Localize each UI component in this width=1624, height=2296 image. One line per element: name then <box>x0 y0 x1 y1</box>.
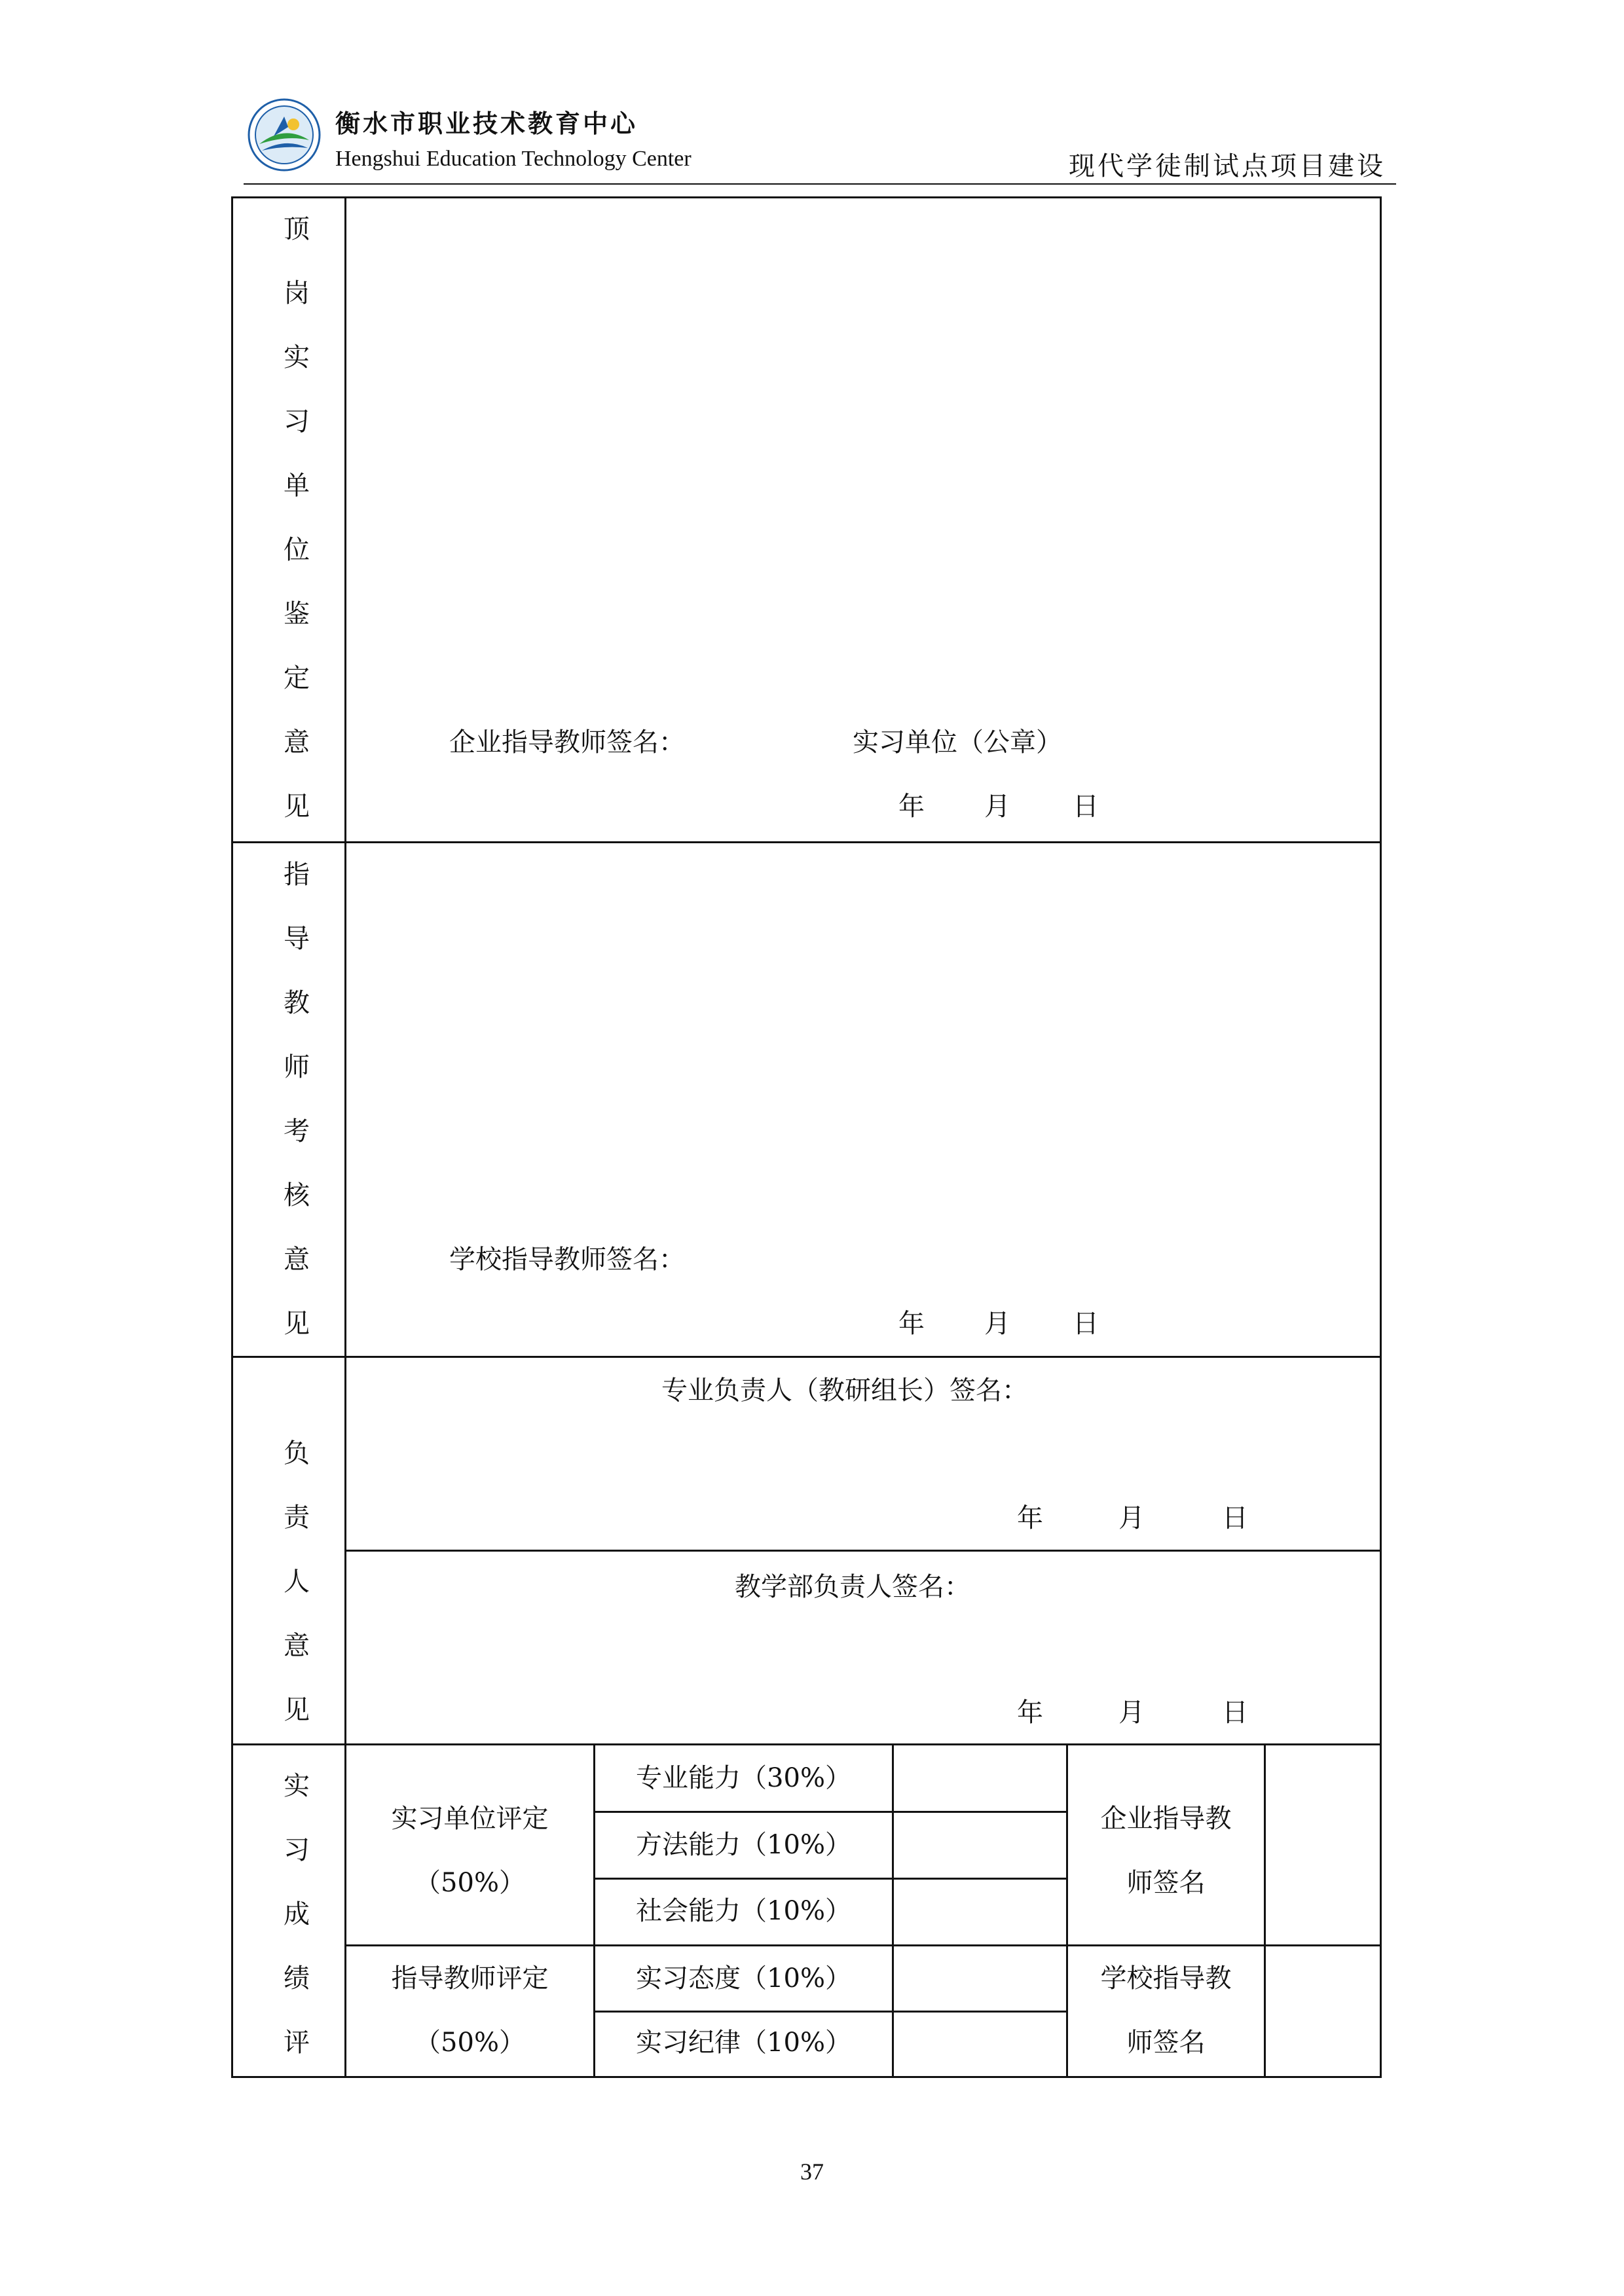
org-name-en: Hengshui Education Technology Center <box>335 147 692 171</box>
section1-label-char: 单 <box>284 471 310 501</box>
section2-label-char: 核 <box>284 1180 310 1211</box>
section1-label-char: 见 <box>284 792 310 822</box>
section3-row2-signer: 教学部负责人签名： <box>735 1572 970 1602</box>
group2-name-line2: （50%） <box>415 2028 525 2058</box>
grade-col-divider-3 <box>1066 1743 1068 2078</box>
section1-date-year: 年 <box>898 792 925 822</box>
section1-label-char: 定 <box>284 663 310 693</box>
section2-date-month: 月 <box>984 1309 1010 1339</box>
page-number: 37 <box>800 2159 824 2185</box>
group1-item: 社会能力（10%） <box>636 1896 851 1926</box>
section1-label-char: 顶 <box>284 214 310 244</box>
table-border-right <box>1380 196 1382 2078</box>
section3-row2-date-month: 月 <box>1118 1698 1145 1728</box>
row-divider-3-inner <box>344 1550 1382 1552</box>
section4-label-char: 习 <box>284 1835 310 1865</box>
row-divider-4 <box>231 1743 1382 1745</box>
grade-row-divider-b <box>593 1878 1067 1880</box>
section3-label-char: 人 <box>284 1567 310 1597</box>
grade-col-divider-4 <box>1264 1743 1266 2078</box>
section3-row1-date-month: 月 <box>1118 1503 1145 1533</box>
group2-sign-line2: 师签名 <box>1126 2028 1206 2058</box>
section3-label-char: 负 <box>284 1438 310 1468</box>
section3-label-char: 见 <box>284 1695 310 1725</box>
header-divider <box>244 183 1396 185</box>
section2-date-day: 日 <box>1073 1309 1099 1339</box>
section4-label-char: 绩 <box>284 1963 310 1994</box>
school-logo <box>248 98 321 172</box>
org-name-cn: 衡水市职业技术教育中心 <box>335 109 638 138</box>
row-divider-1 <box>231 841 1382 843</box>
section2-label-char: 师 <box>284 1052 310 1082</box>
group1-name-line2: （50%） <box>415 1868 525 1898</box>
section4-label-char: 实 <box>284 1771 310 1801</box>
section1-label-char: 鉴 <box>284 599 310 629</box>
group2-sign-line1: 学校指导教 <box>1100 1963 1232 1994</box>
grade-group-divider <box>344 1944 1382 1946</box>
group1-sign-line2: 师签名 <box>1126 1868 1206 1898</box>
section1-seal: 实习单位（公章） <box>853 727 1062 757</box>
table-border-bottom <box>231 2076 1382 2078</box>
section1-label-char: 位 <box>284 535 310 565</box>
group2-name-line1: 指导教师评定 <box>391 1963 549 1994</box>
section3-row1-date-year: 年 <box>1017 1503 1043 1533</box>
section1-label-char: 意 <box>284 727 310 757</box>
section3-row2-date-year: 年 <box>1017 1698 1043 1728</box>
group1-sign-line1: 企业指导教 <box>1100 1804 1232 1834</box>
group1-item: 专业能力（30%） <box>636 1763 851 1793</box>
section1-date-month: 月 <box>984 792 1010 822</box>
section3-row2-date-day: 日 <box>1222 1698 1248 1728</box>
section2-signer: 学校指导教师签名： <box>449 1245 685 1275</box>
group1-item: 方法能力（10%） <box>636 1830 851 1860</box>
group2-item: 实习纪律（10%） <box>636 2028 851 2058</box>
section2-label-char: 教 <box>284 988 310 1018</box>
group1-name-line1: 实习单位评定 <box>391 1804 549 1834</box>
row-divider-2 <box>231 1356 1382 1358</box>
section1-label-char: 习 <box>284 407 310 437</box>
section1-label-char: 岗 <box>284 278 310 308</box>
group2-item: 实习态度（10%） <box>636 1963 851 1994</box>
section3-label-char: 责 <box>284 1503 310 1533</box>
grade-row-divider-a <box>593 1811 1067 1813</box>
section4-label-char: 成 <box>284 1899 310 1929</box>
section2-label-char: 意 <box>284 1245 310 1275</box>
section1-label-char: 实 <box>284 342 310 373</box>
section2-date-year: 年 <box>898 1309 925 1339</box>
section1-date-day: 日 <box>1073 792 1099 822</box>
section2-label-char: 考 <box>284 1116 310 1146</box>
section3-label-char: 意 <box>284 1631 310 1661</box>
section3-row1-date-day: 日 <box>1222 1503 1248 1533</box>
table-border-top <box>231 196 1382 198</box>
section1-signer: 企业指导教师签名： <box>449 727 685 757</box>
section4-label-char: 评 <box>284 2028 310 2058</box>
section2-label-char: 指 <box>284 860 310 890</box>
section2-label-char: 见 <box>284 1309 310 1339</box>
section3-row1-signer: 专业负责人（教研组长）签名： <box>661 1376 1028 1406</box>
section2-label-char: 导 <box>284 924 310 954</box>
grade-row-divider-c <box>593 2011 1067 2013</box>
project-title: 现代学徒制试点项目建设 <box>1069 151 1386 181</box>
grade-col-divider-2 <box>892 1743 894 2078</box>
